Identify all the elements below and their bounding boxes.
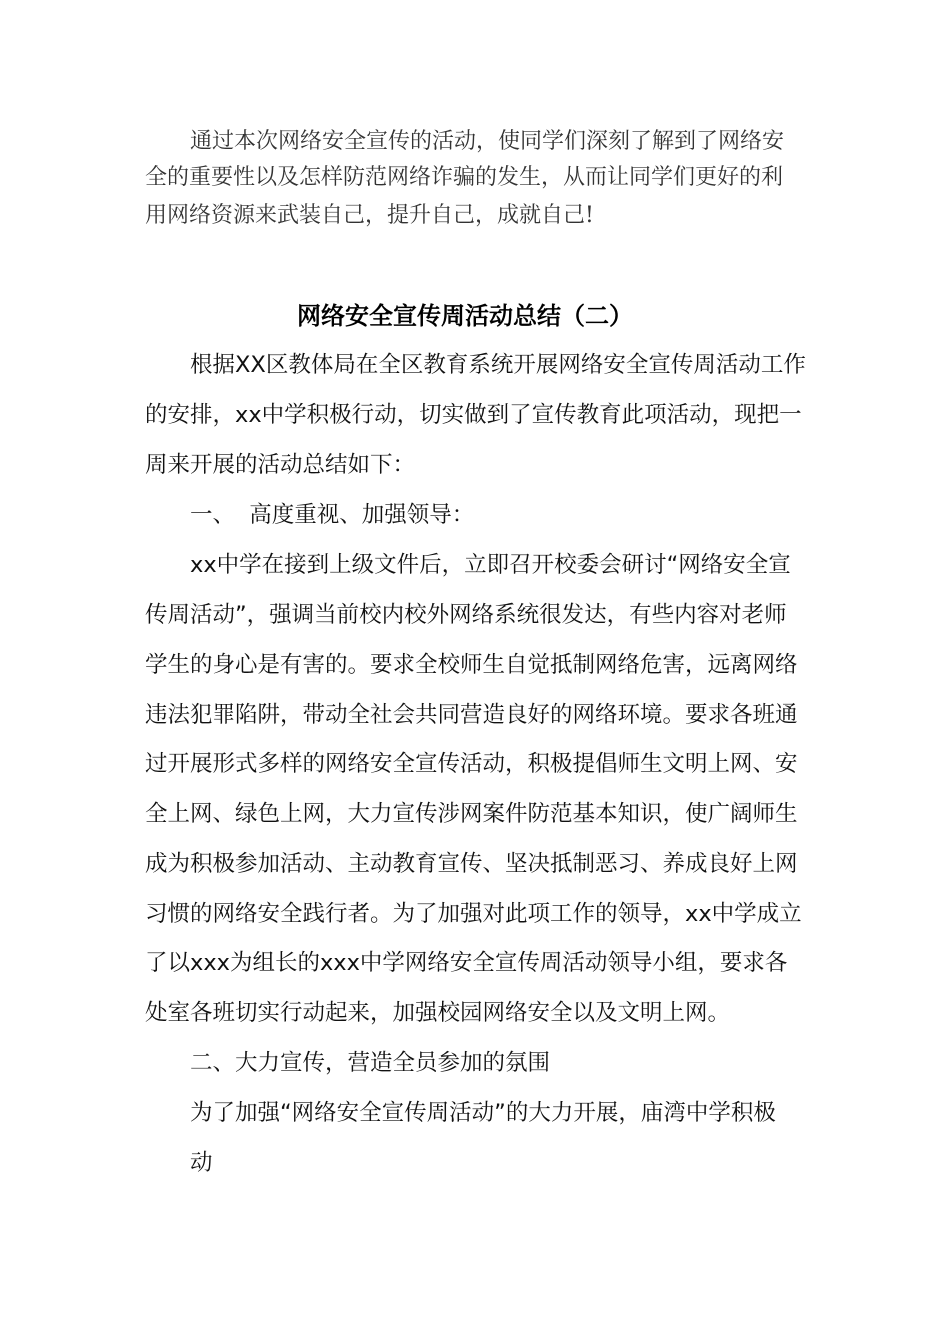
paragraph-line: 习惯的网络安全践行者。为了加强对此项工作的领导，xx中学成立 <box>145 901 802 927</box>
paragraph-line: 为了加强“网络安全宣传周活动”的大力开展，庙湾中学积极 <box>190 1100 776 1126</box>
paragraph-line: 动 <box>190 1150 213 1176</box>
opening-line: 的安排，xx中学积极行动，切实做到了宣传教育此项活动，现把一 <box>145 402 802 428</box>
paragraph-line: 处室各班切实行动起来，加强校园网络安全以及文明上网。 <box>145 1000 731 1026</box>
paragraph-line: xx中学在接到上级文件后，立即召开校委会研讨“网络安全宣 <box>190 552 791 578</box>
opening-line: 根据XX区教体局在全区教育系统开展网络安全宣传周活动工作 <box>190 352 806 378</box>
section-title: 网络安全宣传周活动总结（二） <box>297 302 633 330</box>
paragraph-line: 成为积极参加活动、主动教育宣传、坚决抵制恶习、养成良好上网 <box>145 851 798 877</box>
intro-line: 用网络资源来武装自己，提升自己，成就自己! <box>145 203 594 228</box>
heading-two: 二、大力宣传，营造全员参加的氛围 <box>190 1050 551 1076</box>
paragraph-line: 违法犯罪陷阱，带动全社会共同营造良好的网络环境。要求各班通 <box>145 702 798 728</box>
paragraph-line: 过开展形式多样的网络安全宣传活动，积极提倡师生文明上网、安 <box>145 751 798 777</box>
paragraph-line: 学生的身心是有害的。要求全校师生自觉抵制网络危害，远离网络 <box>145 652 798 678</box>
opening-line: 周来开展的活动总结如下： <box>145 452 416 478</box>
heading-one: 一、 高度重视、加强领导： <box>190 502 475 528</box>
paragraph-line: 传周活动”，强调当前校内校外网络系统很发达，有些内容对老师 <box>145 602 787 628</box>
intro-line: 通过本次网络安全宣传的活动，使同学们深刻了解到了网络安 <box>190 129 785 154</box>
paragraph-line: 了以xxx为组长的xxx中学网络安全宣传周活动领导小组，要求各 <box>145 950 788 976</box>
paragraph-line: 全上网、绿色上网，大力宣传涉网案件防范基本知识，使广阔师生 <box>145 801 798 827</box>
intro-line: 全的重要性以及怎样防范网络诈骗的发生，从而让同学们更好的利 <box>145 165 784 190</box>
